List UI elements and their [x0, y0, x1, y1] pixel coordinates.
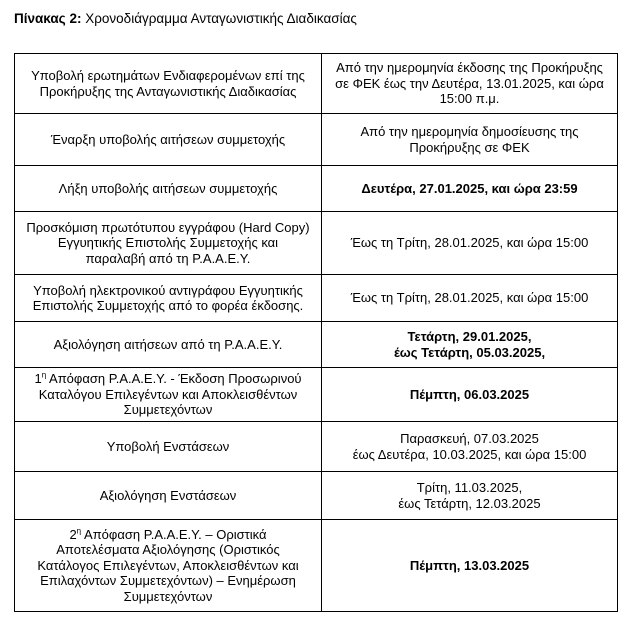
row-9-date: [322, 472, 618, 520]
text-line: Κατάλογος Επιλεγέντων, Αποκλεισθέντων και: [37, 557, 299, 573]
ordinal-suffix: η: [76, 526, 82, 536]
row-4-stage: [15, 212, 322, 275]
caption-title: Χρονοδιάγραμμα Ανταγωνιστικής Διαδικασίας: [85, 11, 357, 26]
text-line: Από την ημερομηνία δημοσίευσης της: [360, 124, 579, 140]
row-1-stage: [15, 54, 322, 114]
ordinal-number: 1: [34, 371, 42, 387]
text-line: Υποβολή ερωτημάτων Ενδιαφερομένων επί της: [31, 68, 305, 84]
ordinal-number: 2: [69, 526, 77, 542]
text-line: Παρασκευή, 07.03.2025: [400, 431, 539, 447]
text-line: Προκήρυξης σε ΦΕΚ: [409, 139, 530, 155]
row-8-date: [322, 422, 618, 472]
text-line: Προσκόμιση πρωτότυπου εγγράφου (Hard Copy): [26, 219, 310, 235]
text-line: σε ΦΕΚ έως την Δευτέρα, 13.01.2025, και ώρα: [335, 75, 604, 91]
text-line: Τετάρτη, 29.01.2025,: [407, 329, 532, 345]
table-row: [15, 422, 618, 472]
table-row: [15, 520, 618, 612]
table-row: [15, 212, 618, 275]
text-line: Έως τη Τρίτη, 28.01.2025, και ώρα 15:00: [350, 235, 589, 251]
text-line: Έναρξη υποβολής αιτήσεων συμμετοχής: [50, 131, 286, 147]
table-row: [15, 166, 618, 212]
text-fragment: Απόφαση Ρ.Α.Α.Ε.Υ. – Οριστικά: [81, 526, 267, 542]
text-line: Καταλόγου Επιλεγέντων και Αποκλεισθέντων: [38, 386, 298, 402]
text-line: Αξιολόγηση Ενστάσεων: [99, 487, 237, 503]
table-row: [15, 54, 618, 114]
row-2-date: [322, 114, 618, 166]
table-row: [15, 472, 618, 520]
text-line: [18, 527, 318, 542]
text-line: Πέμπτη, 13.03.2025: [409, 557, 530, 573]
text-line: έως Τετάρτη, 12.03.2025: [398, 495, 541, 511]
row-8-stage: [15, 422, 322, 472]
text-fragment: Απόφαση Ρ.Α.Α.Ε.Υ. - Έκδοση Προσωρινού: [46, 371, 302, 387]
row-9-stage: [15, 472, 322, 520]
row-10-stage: [15, 520, 322, 612]
row-2-stage: [15, 114, 322, 166]
text-line: έως Δευτέρα, 10.03.2025, και ώρα 15:00: [352, 446, 587, 462]
row-7-stage: [15, 368, 322, 422]
caption-label: Πίνακας 2:: [14, 11, 82, 26]
table-row: [15, 275, 618, 322]
row-6-stage: [15, 322, 322, 368]
text-line: Συμμετεχόντων: [123, 402, 213, 418]
text-line: Υποβολή ηλεκτρονικού αντιγράφου Εγγυητικής: [33, 282, 303, 298]
text-line: Από την ημερομηνία έκδοσης της Προκήρυξης: [336, 60, 603, 76]
text-line: Εγγυητικής Επιστολής Συμμετοχής και: [57, 235, 279, 251]
table-caption: [14, 11, 357, 26]
row-10-date: [322, 520, 618, 612]
text-line: Λήξη υποβολής αιτήσεων συμμετοχής: [58, 180, 278, 196]
text-line: έως Τετάρτη, 05.03.2025,: [393, 344, 546, 360]
row-4-date: [322, 212, 618, 275]
text-line: Αξιολόγηση αιτήσεων από τη Ρ.Α.Α.Ε.Υ.: [53, 336, 283, 352]
text-line: παραλαβή από τη Ρ.Α.Α.Ε.Υ.: [85, 250, 251, 266]
text-line: Προκήρυξης της Ανταγωνιστικής Διαδικασίας: [39, 83, 297, 99]
row-5-stage: [15, 275, 322, 322]
table-row: [15, 114, 618, 166]
table-row: [15, 368, 618, 422]
text-line: [18, 371, 318, 386]
text-line: Αποτελέσματα Αξιολόγησης (Οριστικός: [56, 542, 280, 558]
ordinal-suffix: η: [41, 371, 47, 381]
text-line: Πέμπτη, 06.03.2025: [409, 386, 530, 402]
text-line: 15:00 π.μ.: [439, 91, 500, 107]
row-1-date: [322, 54, 618, 114]
table-row: [15, 322, 618, 368]
row-3-stage: [15, 166, 322, 212]
text-line: Δευτέρα, 27.01.2025, και ώρα 23:59: [361, 180, 578, 196]
text-line: Επιστολής Συμμετοχής από το φορέα έκδοσης.: [32, 298, 304, 313]
text-line: Συμμετεχόντων: [123, 588, 213, 604]
schedule-table: [14, 53, 618, 612]
text-line: Τρίτη, 11.03.2025,: [416, 480, 523, 496]
row-5-date: [322, 275, 618, 322]
row-7-date: [322, 368, 618, 422]
row-3-date: [322, 166, 618, 212]
row-6-date: [322, 322, 618, 368]
text-line: Έως τη Τρίτη, 28.01.2025, και ώρα 15:00: [350, 290, 589, 306]
text-line: Επιλαχόντων Συμμετεχόντων) – Ενημέρωση: [40, 573, 296, 589]
text-line: Υποβολή Ενστάσεων: [106, 438, 230, 454]
